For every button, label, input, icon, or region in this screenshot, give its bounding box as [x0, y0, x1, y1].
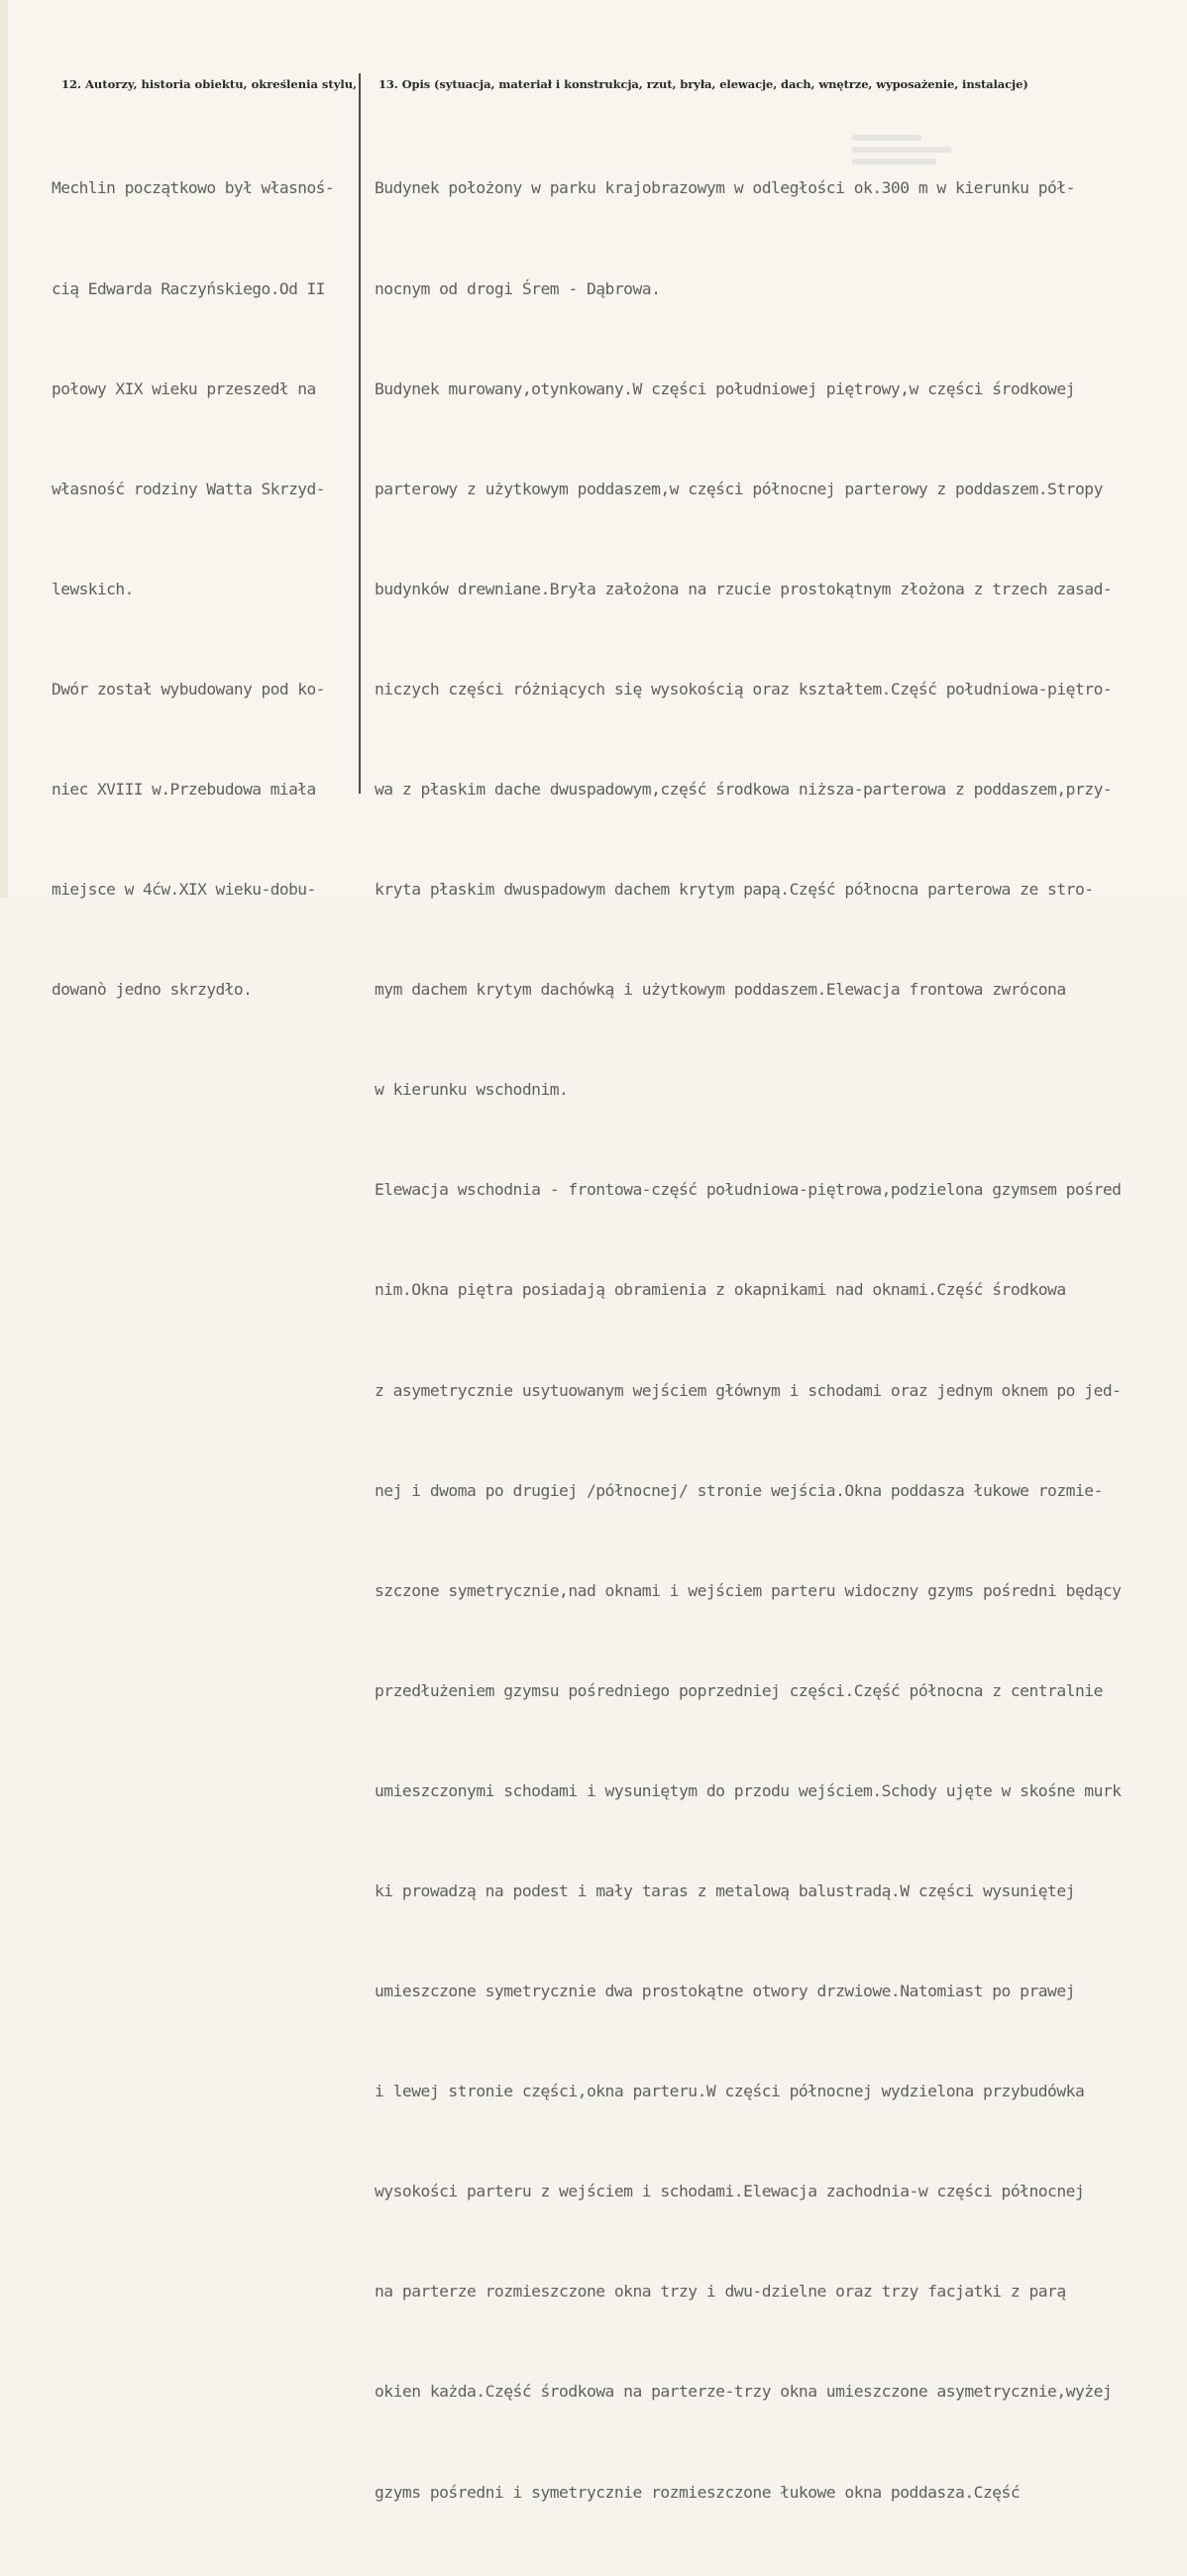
- description-line: wysokości parteru z wejściem i schodami.Elewacja zachodnia-w części północnej: [375, 2182, 1085, 2201]
- description-line: z asymetrycznie usytuowanym wejściem głównym i schodami oraz jednym oknem po jed-: [375, 1380, 1122, 1400]
- description-line: nim.Okna piętra posiadają obramienia z okapnikami nad oknami.Część środkowa: [375, 1280, 1066, 1300]
- history-line: lewskich.: [52, 579, 134, 598]
- section-12-header: 12. Autorzy, historia obiektu, określenia stylu,: [61, 77, 358, 91]
- description-line: nocnym od drogi Śrem - Dąbrowa.: [375, 278, 661, 298]
- description-line: gzyms pośredni i symetrycznie rozmieszczone łukowe okna poddasza.Część: [375, 2482, 1021, 2502]
- page-edge: [0, 0, 8, 898]
- description-line: umieszczonymi schodami i wysuniętym do przodu wejściem.Schody ujęte w skośne murk: [375, 1780, 1122, 1800]
- history-text: [52, 105, 334, 1073]
- description-line: w kierunku wschodnim.: [375, 1080, 569, 1100]
- history-line: cią Edwarda Raczyńskiego.Od II: [52, 278, 325, 298]
- history-line: połowy XIX wieku przeszedł na: [52, 378, 316, 398]
- history-line: własność rodziny Watta Skrzyd-: [52, 479, 325, 498]
- description-line: na parterze rozmieszczone okna trzy i dwu-dzielne oraz trzy facjatki z parą: [375, 2282, 1066, 2302]
- description-line: nej i dwoma po drugiej /północnej/ stronie wejścia.Okna poddasza łukowe rozmie-: [375, 1480, 1103, 1500]
- history-line: niec XVIII w.Przebudowa miała: [52, 779, 316, 799]
- description-line: szczone symetrycznie,nad oknami i wejściem parteru widoczny gzyms pośredni będący: [375, 1580, 1122, 1600]
- description-line: kryta płaskim dwuspadowym dachem krytym papą.Część północna parterowa ze stro-: [375, 880, 1094, 900]
- column-divider: [359, 73, 361, 794]
- description-line: Elewacja wschodnia - frontowa-część południowa-piętrowa,podzielona gzymsem pośred: [375, 1180, 1122, 1200]
- description-line: i lewej stronie części,okna parteru.W części północnej wydzielona przybudówka: [375, 2082, 1085, 2101]
- description-line: niczych części różniących się wysokością oraz kształtem.Część południowa-piętro-: [375, 679, 1113, 698]
- description-line: wa z płaskim dache dwuspadowym,część środkowa niższa-parterowa z poddaszem,przy-: [375, 779, 1113, 799]
- description-line: Budynek położony w parku krajobrazowym w odległości ok.300 m w kierunku pół-: [375, 178, 1075, 198]
- history-line: dowanò jedno skrzydło.: [52, 980, 253, 1000]
- description-line: budynków drewniane.Bryła założona na rzucie prostokątnym złożona z trzech zasad-: [375, 579, 1113, 598]
- description-line: ki prowadzą na podest i mały taras z metalową balustradą.W części wysuniętej: [375, 1881, 1075, 1900]
- history-line: miejsce w 4ćw.XIX wieku-dobu-: [52, 880, 316, 900]
- section-13-header: 13. Opis (sytuacja, materiał i konstrukcja, rzut, bryła, elewacje, dach, wnętrze, wyposażenie, instalacje): [378, 77, 1028, 91]
- history-line: Mechlin początkowo był własnoś-: [52, 178, 335, 198]
- description-line: Budynek murowany,otynkowany.W części południowej piętrowy,w części środkowej: [375, 378, 1075, 398]
- description-text: [375, 105, 1121, 2576]
- description-line: parterowy z użytkowym poddaszem,w części północnej parterowy z poddaszem.Stropy: [375, 479, 1103, 498]
- history-line: Dwór został wybudowany pod ko-: [52, 679, 325, 698]
- description-line: mym dachem krytym dachówką i użytkowym poddaszem.Elewacja frontowa zwrócona: [375, 980, 1066, 1000]
- description-line: umieszczone symetrycznie dwa prostokątne otwory drzwiowe.Natomiast po prawej: [375, 1982, 1075, 2001]
- description-line: przedłużeniem gzymsu pośredniego poprzedniej części.Część północna z centralnie: [375, 1680, 1103, 1700]
- description-line: okien każda.Część środkowa na parterze-trzy okna umieszczone asymetrycznie,wyżej: [375, 2382, 1113, 2402]
